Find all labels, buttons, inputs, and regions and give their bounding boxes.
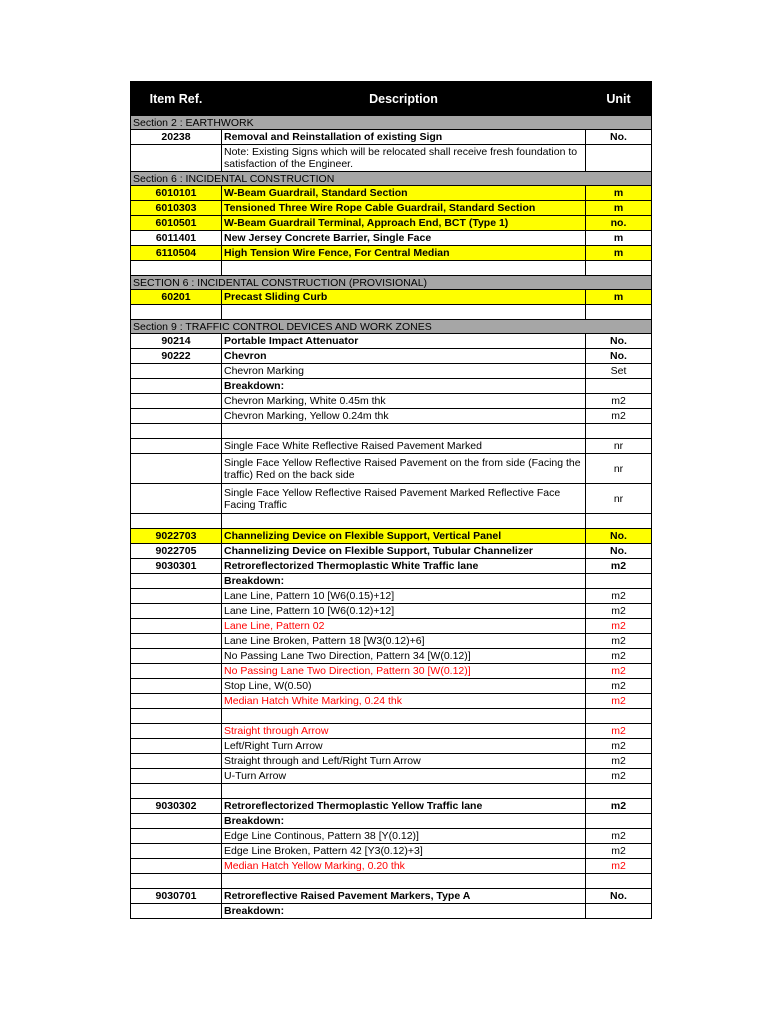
table-row	[131, 754, 652, 769]
section-title: Section 2 : EARTHWORK	[131, 116, 652, 130]
item-ref-cell	[131, 589, 222, 604]
description-cell: Chevron Marking, White 0.45m thk	[222, 394, 586, 409]
description-cell: Precast Sliding Curb	[222, 290, 586, 305]
table-row	[131, 679, 652, 694]
table-row	[131, 454, 652, 484]
item-ref-cell: 9022705	[131, 544, 222, 559]
item-ref-cell	[131, 145, 222, 172]
item-ref-cell	[131, 424, 222, 439]
table-row	[131, 484, 652, 514]
unit-cell: m2	[586, 664, 652, 679]
unit-cell: m2	[586, 739, 652, 754]
description-cell: Lane Line Broken, Pattern 18 [W3(0.12)+6]	[222, 634, 586, 649]
table-row	[131, 904, 652, 919]
unit-cell: No.	[586, 889, 652, 904]
item-ref-cell	[131, 904, 222, 919]
description-cell: Edge Line Continous, Pattern 38 [Y(0.12)]	[222, 829, 586, 844]
description-cell: Breakdown:	[222, 379, 586, 394]
section-title: Section 9 : TRAFFIC CONTROL DEVICES AND WORK ZONES	[131, 320, 652, 334]
table-row	[131, 589, 652, 604]
table-row	[131, 145, 652, 172]
item-ref-cell	[131, 724, 222, 739]
item-ref-cell: 60201	[131, 290, 222, 305]
unit-cell: nr	[586, 454, 652, 484]
unit-cell: m2	[586, 604, 652, 619]
unit-cell: m	[586, 231, 652, 246]
unit-cell: No.	[586, 529, 652, 544]
description-cell: High Tension Wire Fence, For Central Median	[222, 246, 586, 261]
table-row	[131, 844, 652, 859]
unit-cell	[586, 574, 652, 589]
description-cell: Stop Line, W(0.50)	[222, 679, 586, 694]
item-ref-cell	[131, 514, 222, 529]
item-ref-cell: 20238	[131, 130, 222, 145]
table-row	[131, 529, 652, 544]
item-ref-cell	[131, 694, 222, 709]
description-cell: Single Face White Reflective Raised Pavement Marked	[222, 439, 586, 454]
item-ref-cell: 90222	[131, 349, 222, 364]
unit-cell	[586, 145, 652, 172]
item-ref-cell	[131, 439, 222, 454]
boq-table	[130, 81, 652, 919]
description-cell: Median Hatch Yellow Marking, 0.20 thk	[222, 859, 586, 874]
item-ref-cell	[131, 829, 222, 844]
unit-cell	[586, 261, 652, 276]
item-ref-cell: 90214	[131, 334, 222, 349]
item-ref-cell: 6110504	[131, 246, 222, 261]
item-ref-cell	[131, 484, 222, 514]
description-cell	[222, 261, 586, 276]
item-ref-cell: 9030301	[131, 559, 222, 574]
table-header	[131, 82, 652, 116]
description-cell: Breakdown:	[222, 814, 586, 829]
item-ref-cell: 6010303	[131, 201, 222, 216]
item-ref-cell	[131, 769, 222, 784]
item-ref-cell: 6010501	[131, 216, 222, 231]
item-ref-cell: 6011401	[131, 231, 222, 246]
table-row	[131, 649, 652, 664]
description-cell	[222, 874, 586, 889]
unit-cell: m	[586, 290, 652, 305]
unit-cell: m2	[586, 409, 652, 424]
table-body	[131, 116, 652, 919]
table-row	[131, 829, 652, 844]
header-description: Description	[222, 82, 586, 116]
table-row	[131, 186, 652, 201]
table-row	[131, 859, 652, 874]
item-ref-cell	[131, 664, 222, 679]
table-row	[131, 379, 652, 394]
description-cell: Single Face Yellow Reflective Raised Pavement on the from side (Facing the traffic) Red on the back side	[222, 454, 586, 484]
section-row	[131, 276, 652, 290]
unit-cell: m2	[586, 829, 652, 844]
table-row	[131, 261, 652, 276]
unit-cell: m2	[586, 859, 652, 874]
table-row	[131, 739, 652, 754]
unit-cell: m	[586, 201, 652, 216]
table-row	[131, 290, 652, 305]
unit-cell	[586, 904, 652, 919]
description-cell	[222, 784, 586, 799]
item-ref-cell	[131, 784, 222, 799]
table-row	[131, 231, 652, 246]
description-cell: Chevron Marking, Yellow 0.24m thk	[222, 409, 586, 424]
section-title: Section 6 : INCIDENTAL CONSTRUCTION	[131, 172, 652, 186]
table-row	[131, 409, 652, 424]
unit-cell	[586, 784, 652, 799]
description-cell: No Passing Lane Two Direction, Pattern 34 [W(0.12)]	[222, 649, 586, 664]
item-ref-cell	[131, 604, 222, 619]
unit-cell: No.	[586, 544, 652, 559]
item-ref-cell	[131, 859, 222, 874]
item-ref-cell	[131, 739, 222, 754]
unit-cell: m2	[586, 844, 652, 859]
unit-cell: Set	[586, 364, 652, 379]
description-cell: Channelizing Device on Flexible Support, Tubular Channelizer	[222, 544, 586, 559]
item-ref-cell	[131, 844, 222, 859]
table-row	[131, 216, 652, 231]
table-row	[131, 724, 652, 739]
table-row	[131, 604, 652, 619]
table-row	[131, 305, 652, 320]
description-cell: Note: Existing Signs which will be relocated shall receive fresh foundation to satisfaction of the Engineer.	[222, 145, 586, 172]
table-row	[131, 364, 652, 379]
unit-cell	[586, 424, 652, 439]
unit-cell: m2	[586, 394, 652, 409]
bill-of-quantities	[130, 81, 651, 919]
item-ref-cell	[131, 679, 222, 694]
description-cell	[222, 305, 586, 320]
unit-cell: m2	[586, 769, 652, 784]
section-row	[131, 116, 652, 130]
item-ref-cell	[131, 394, 222, 409]
table-row	[131, 394, 652, 409]
unit-cell: m2	[586, 724, 652, 739]
description-cell: W-Beam Guardrail, Standard Section	[222, 186, 586, 201]
unit-cell: m2	[586, 694, 652, 709]
unit-cell	[586, 874, 652, 889]
table-row	[131, 814, 652, 829]
unit-cell: m2	[586, 589, 652, 604]
table-row	[131, 334, 652, 349]
unit-cell: nr	[586, 484, 652, 514]
description-cell: Breakdown:	[222, 574, 586, 589]
description-cell: Retroreflectorized Thermoplastic White Traffic lane	[222, 559, 586, 574]
description-cell: Left/Right Turn Arrow	[222, 739, 586, 754]
table-row	[131, 514, 652, 529]
unit-cell	[586, 514, 652, 529]
description-cell: Lane Line, Pattern 02	[222, 619, 586, 634]
description-cell: New Jersey Concrete Barrier, Single Face	[222, 231, 586, 246]
item-ref-cell: 9022703	[131, 529, 222, 544]
table-row	[131, 559, 652, 574]
table-row	[131, 799, 652, 814]
unit-cell: No.	[586, 349, 652, 364]
header-item-ref: Item Ref.	[131, 82, 222, 116]
section-row	[131, 320, 652, 334]
description-cell: Breakdown:	[222, 904, 586, 919]
table-row	[131, 784, 652, 799]
unit-cell: m2	[586, 559, 652, 574]
description-cell	[222, 709, 586, 724]
unit-cell: m2	[586, 634, 652, 649]
description-cell: Retroreflective Raised Pavement Markers, Type A	[222, 889, 586, 904]
table-row	[131, 664, 652, 679]
description-cell: Removal and Reinstallation of existing Sign	[222, 130, 586, 145]
item-ref-cell	[131, 454, 222, 484]
unit-cell: m	[586, 246, 652, 261]
description-cell: No Passing Lane Two Direction, Pattern 30 [W(0.12)]	[222, 664, 586, 679]
item-ref-cell	[131, 364, 222, 379]
table-row	[131, 619, 652, 634]
unit-cell: m2	[586, 619, 652, 634]
table-row	[131, 201, 652, 216]
description-cell: Lane Line, Pattern 10 [W6(0.12)+12]	[222, 604, 586, 619]
table-row	[131, 694, 652, 709]
item-ref-cell	[131, 574, 222, 589]
item-ref-cell: 6010101	[131, 186, 222, 201]
table-row	[131, 889, 652, 904]
table-row	[131, 574, 652, 589]
table-row	[131, 439, 652, 454]
item-ref-cell	[131, 379, 222, 394]
description-cell: Tensioned Three Wire Rope Cable Guardrail, Standard Section	[222, 201, 586, 216]
description-cell	[222, 514, 586, 529]
item-ref-cell: 9030701	[131, 889, 222, 904]
item-ref-cell	[131, 874, 222, 889]
unit-cell: No.	[586, 130, 652, 145]
table-row	[131, 246, 652, 261]
description-cell: Channelizing Device on Flexible Support, Vertical Panel	[222, 529, 586, 544]
description-cell: Single Face Yellow Reflective Raised Pavement Marked Reflective Face Facing Traffic	[222, 484, 586, 514]
table-row	[131, 769, 652, 784]
item-ref-cell	[131, 305, 222, 320]
table-row	[131, 130, 652, 145]
unit-cell: m2	[586, 799, 652, 814]
description-cell: Median Hatch White Marking, 0.24 thk	[222, 694, 586, 709]
unit-cell: m2	[586, 679, 652, 694]
description-cell: Retroreflectorized Thermoplastic Yellow Traffic lane	[222, 799, 586, 814]
table-row	[131, 349, 652, 364]
unit-cell: No.	[586, 334, 652, 349]
description-cell: Edge Line Broken, Pattern 42 [Y3(0.12)+3]	[222, 844, 586, 859]
table-row	[131, 874, 652, 889]
unit-cell	[586, 379, 652, 394]
table-row	[131, 544, 652, 559]
table-row	[131, 424, 652, 439]
item-ref-cell	[131, 619, 222, 634]
table-row	[131, 634, 652, 649]
description-cell: Chevron	[222, 349, 586, 364]
unit-cell: nr	[586, 439, 652, 454]
description-cell: Lane Line, Pattern 10 [W6(0.15)+12]	[222, 589, 586, 604]
unit-cell: no.	[586, 216, 652, 231]
item-ref-cell	[131, 634, 222, 649]
header-unit: Unit	[586, 82, 652, 116]
unit-cell	[586, 709, 652, 724]
table-row	[131, 709, 652, 724]
description-cell: Straight through and Left/Right Turn Arrow	[222, 754, 586, 769]
description-cell: Chevron Marking	[222, 364, 586, 379]
unit-cell: m2	[586, 754, 652, 769]
unit-cell	[586, 814, 652, 829]
description-cell: Portable Impact Attenuator	[222, 334, 586, 349]
item-ref-cell	[131, 409, 222, 424]
item-ref-cell	[131, 754, 222, 769]
item-ref-cell	[131, 649, 222, 664]
section-row	[131, 172, 652, 186]
description-cell	[222, 424, 586, 439]
description-cell: U-Turn Arrow	[222, 769, 586, 784]
description-cell: Straight through Arrow	[222, 724, 586, 739]
unit-cell: m	[586, 186, 652, 201]
unit-cell	[586, 305, 652, 320]
description-cell: W-Beam Guardrail Terminal, Approach End, BCT (Type 1)	[222, 216, 586, 231]
item-ref-cell	[131, 261, 222, 276]
item-ref-cell: 9030302	[131, 799, 222, 814]
section-title: SECTION 6 : INCIDENTAL CONSTRUCTION (PROVISIONAL)	[131, 276, 652, 290]
item-ref-cell	[131, 814, 222, 829]
unit-cell: m2	[586, 649, 652, 664]
item-ref-cell	[131, 709, 222, 724]
